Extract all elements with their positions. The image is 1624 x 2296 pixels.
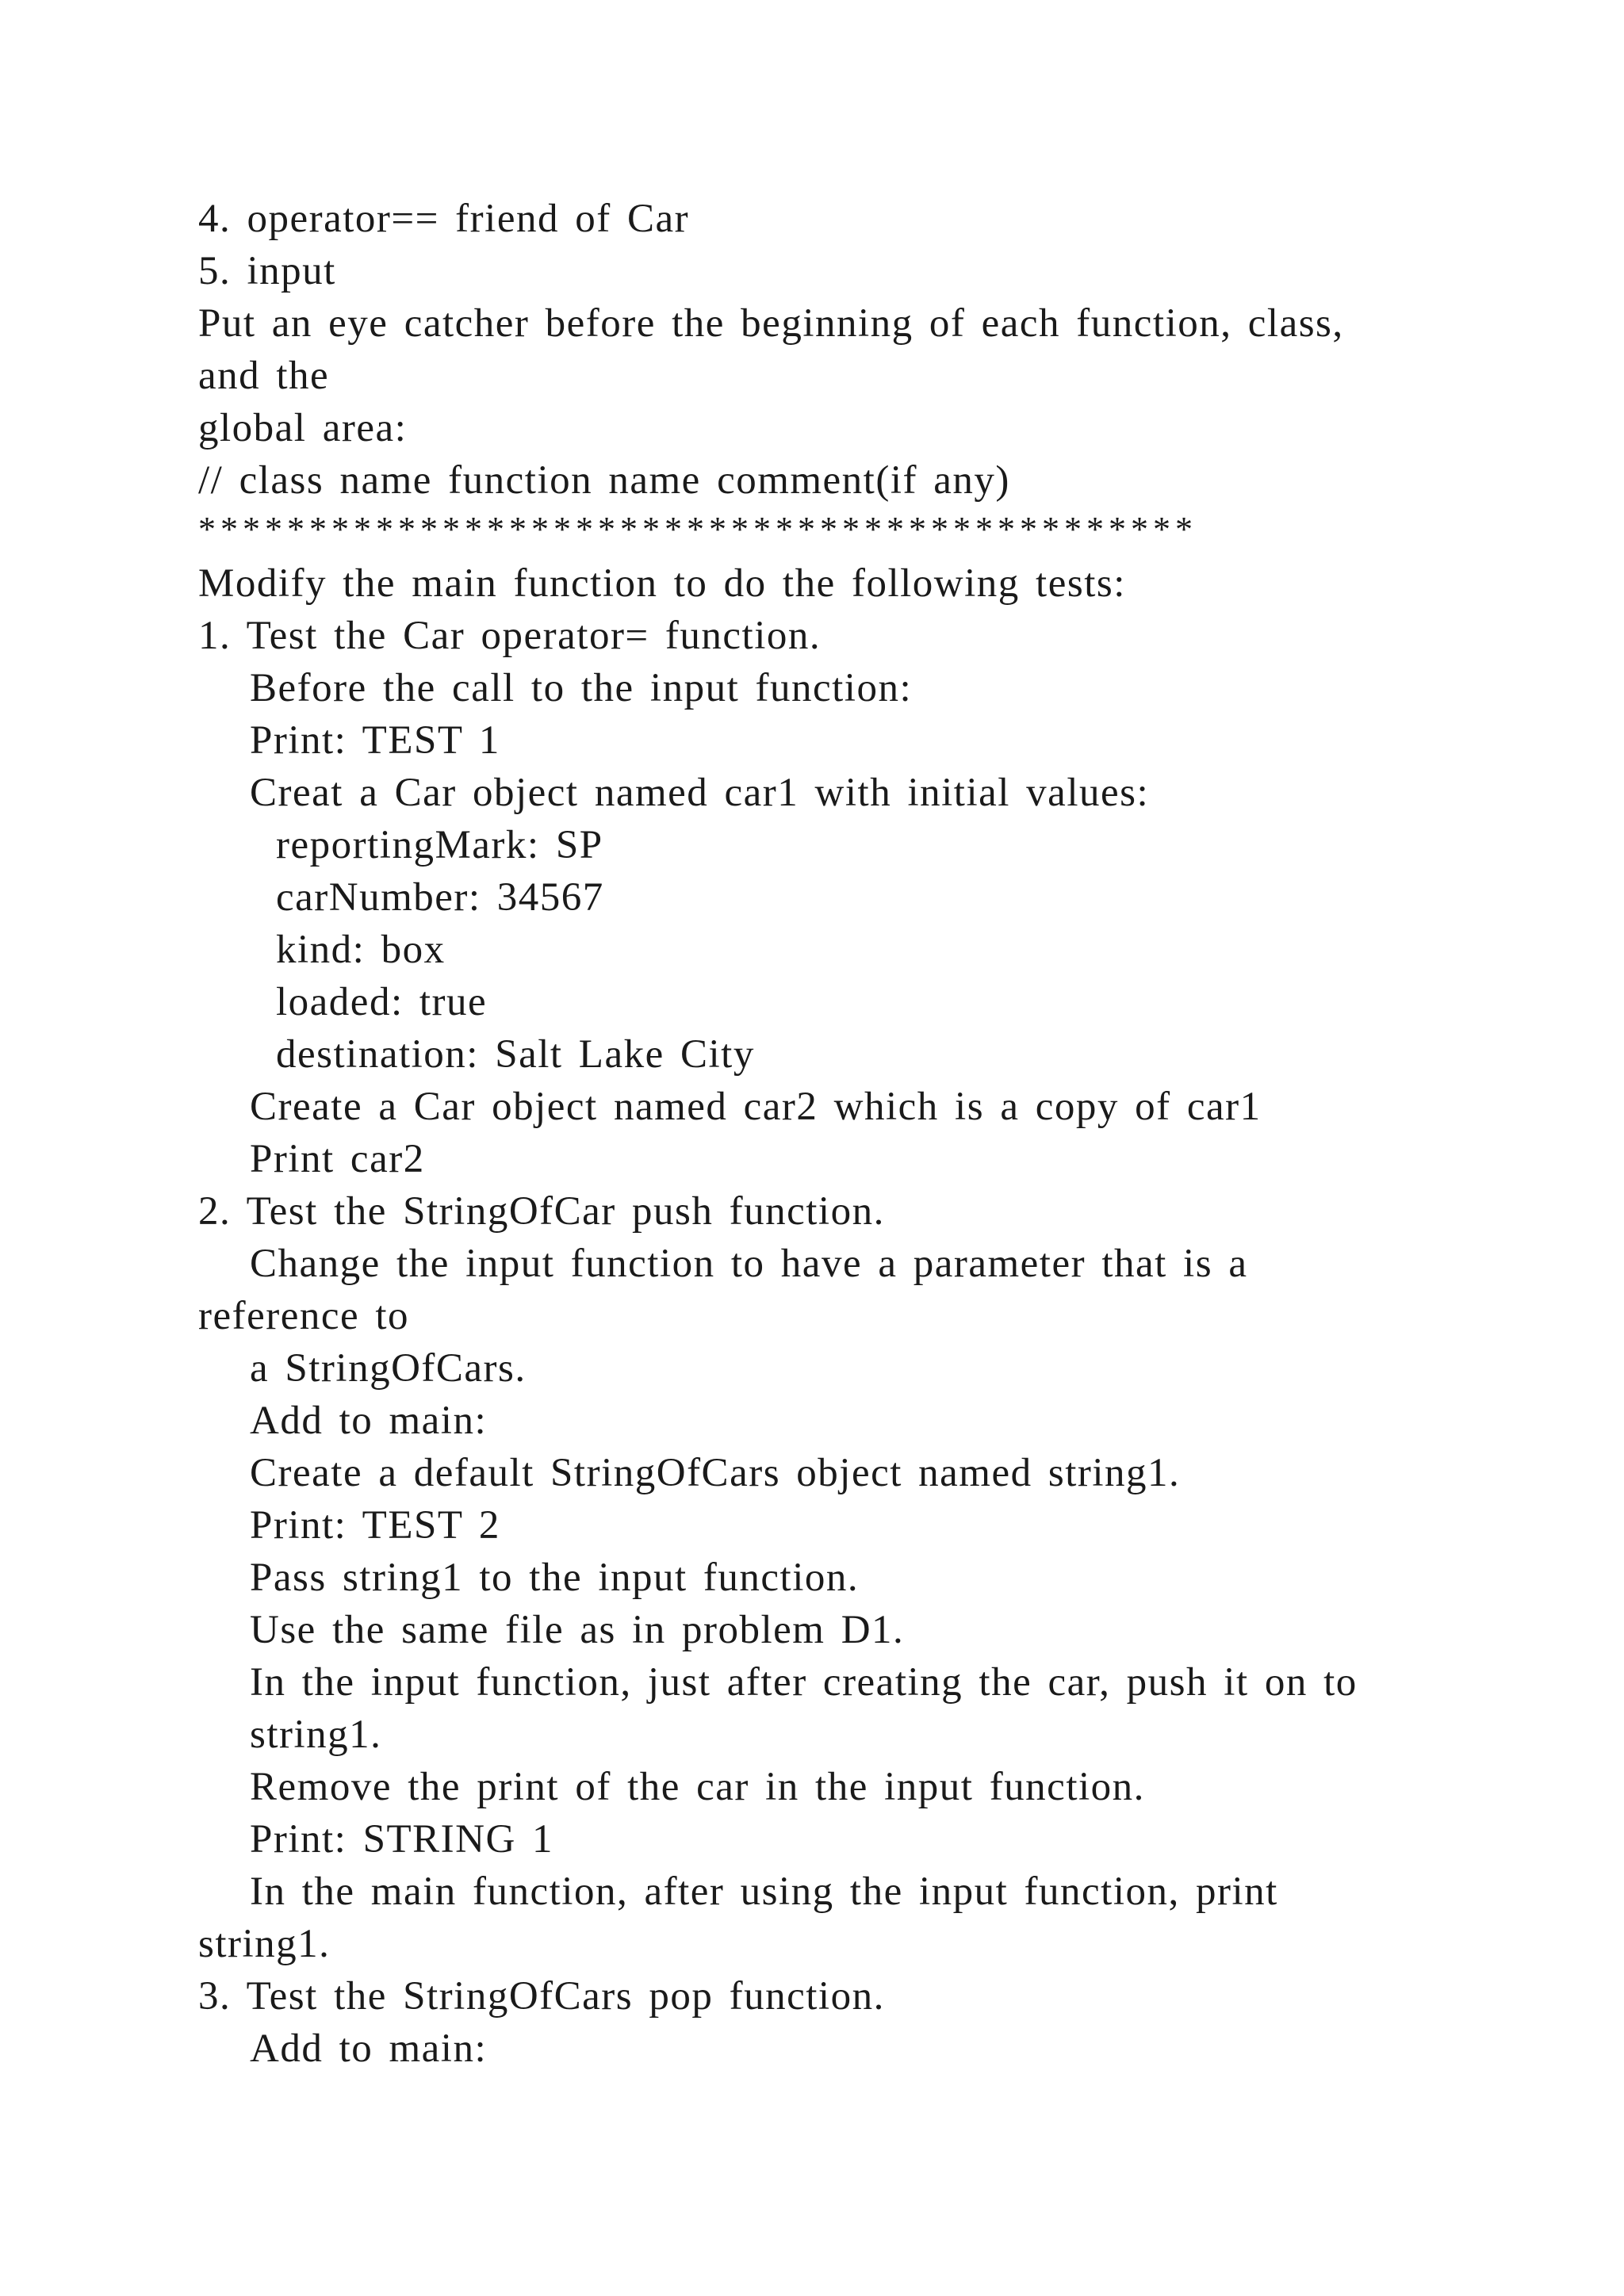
text-line: Add to main: <box>250 1399 488 1443</box>
text-line: 5. input <box>198 249 336 293</box>
text-line: string1. <box>250 1712 382 1757</box>
text-line: Pass string1 to the input function. <box>250 1556 860 1600</box>
text-line: Before the call to the input function: <box>250 666 913 710</box>
text-line: reportingMark: SP <box>276 823 603 867</box>
text-line: Creat a Car object named car1 with initial values: <box>250 771 1150 815</box>
text-line: global area: <box>198 406 408 450</box>
text-line: Print car2 <box>250 1137 425 1181</box>
text-line: Put an eye catcher before the beginning of each function, class, <box>198 301 1344 346</box>
text-line: string1. <box>198 1922 331 1966</box>
text-line: Create a Car object named car2 which is a copy of car1 <box>250 1085 1262 1129</box>
text-line: Modify the main function to do the following tests: <box>198 561 1126 606</box>
text-line: In the input function, just after creating the car, push it on to <box>250 1660 1358 1705</box>
text-line: Create a default StringOfCars object named string1. <box>250 1451 1181 1495</box>
text-line: Print: STRING 1 <box>250 1817 554 1862</box>
text-line: Change the input function to have a parameter that is a <box>250 1242 1248 1286</box>
text-line: kind: box <box>276 928 446 972</box>
text-line: Remove the print of the car in the input function. <box>250 1765 1145 1809</box>
text-line: Print: TEST 2 <box>250 1503 500 1548</box>
text-line: In the main function, after using the input function, print <box>250 1869 1278 1914</box>
text-line: carNumber: 34567 <box>276 875 604 920</box>
text-line: 4. operator== friend of Car <box>198 197 690 241</box>
text-line: Use the same file as in problem D1. <box>250 1608 905 1652</box>
text-line: reference to <box>198 1294 410 1338</box>
text-line: destination: Salt Lake City <box>276 1032 755 1077</box>
text-line: 2. Test the StringOfCar push function. <box>198 1189 885 1234</box>
text-line: Add to main: <box>250 2026 488 2071</box>
text-line: and the <box>198 354 330 398</box>
text-line: loaded: true <box>276 980 488 1024</box>
text-line: 1. Test the Car operator= function. <box>198 614 822 658</box>
text-line: Print: TEST 1 <box>250 718 500 763</box>
text-line: 3. Test the StringOfCars pop function. <box>198 1974 885 2019</box>
text-line: a StringOfCars. <box>250 1346 527 1391</box>
asterisk-divider: ********************************************* <box>198 510 1197 549</box>
text-line: // class name function name comment(if any) <box>198 458 1010 503</box>
